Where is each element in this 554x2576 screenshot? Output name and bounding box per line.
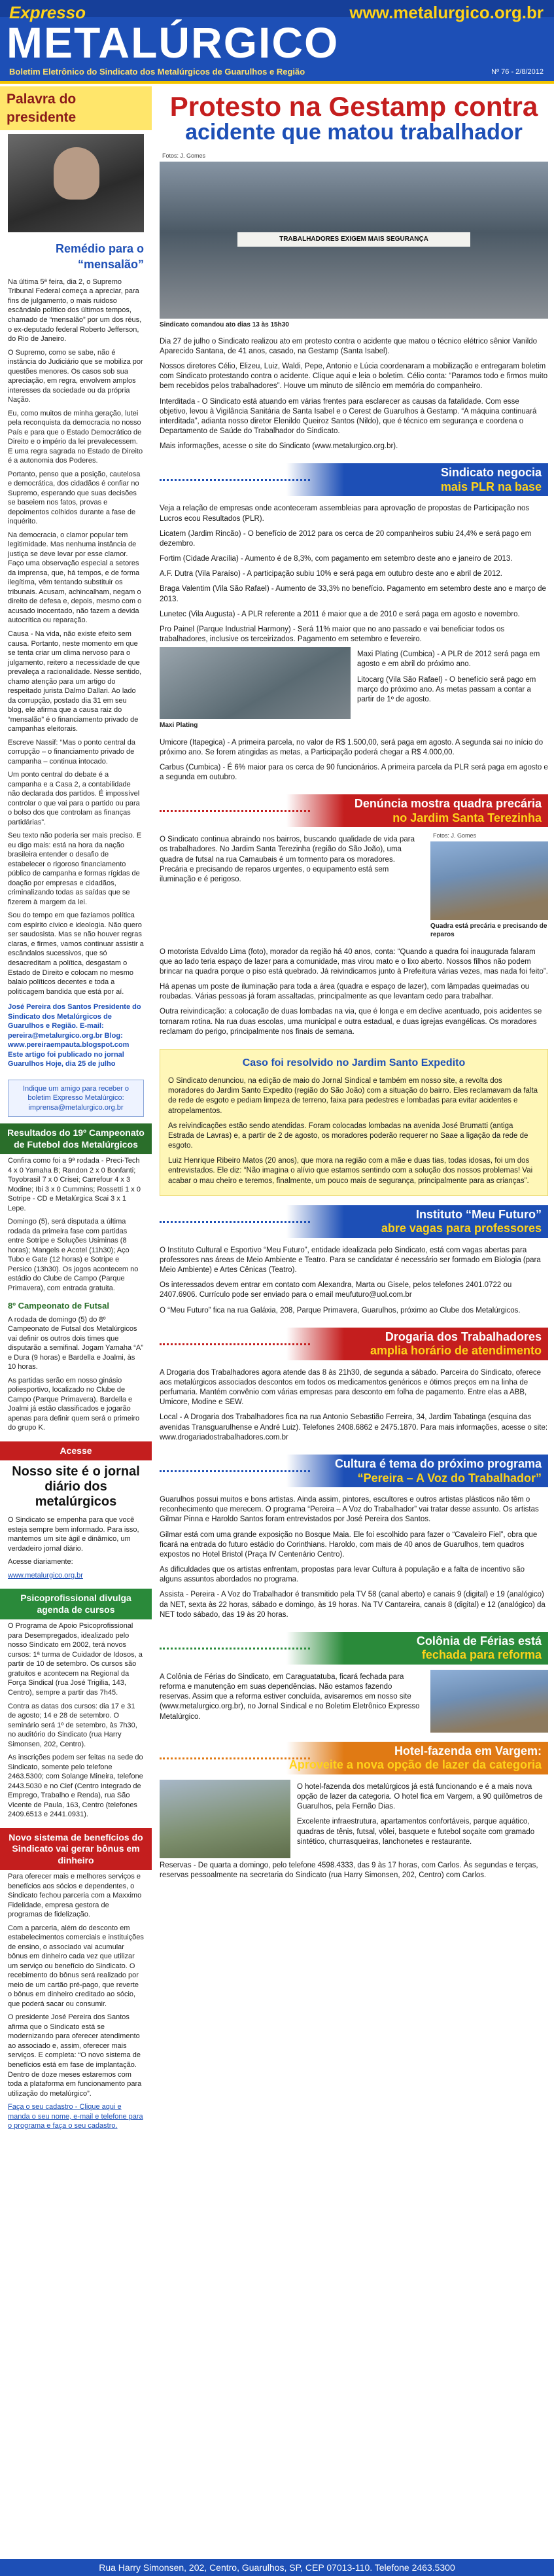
section-title-line2: Aproveite a nova opção de lazer da categoria (288, 1758, 542, 1772)
section-title-line1: Sindicato negocia (440, 466, 542, 480)
hotel-paragraph: Excelente infraestrutura, apartamentos confortáveis, parque aquático, quadras de tênis, futsal, vôlei, basquete e futebol soçaite com gramado sintético, churrasqueiras, lanchonetes e restaurante. (297, 1818, 535, 1846)
cultura-paragraph: Assista - Pereira - A Voz do Trabalhador é transmitido pela TV 58 (canal aberto) e canais 9 (digital) e 19 (analógico) da NET, sexta às 22 horas, sábado e domingo, às 19 horas. Na TV Cantareira, canais 8 (digital) e 12 (analógico) da NET todo sábado, das 19 às 20 horas. (160, 1591, 545, 1619)
plr-text-col (357, 647, 548, 735)
psico-text: As inscrições podem ser feitas na sede do Sindicato, somente pelo telefone 2463.5300; com Solange Mineira, telefone 2443.5030 e no Cief (Centro Integrado de Emprego, Trabalho e Renda), rua São Vicente de Paula, 163, Centro (telefones 2409.6513 e 2441.0931). (8, 1754, 143, 1819)
section-title (286, 1742, 548, 1774)
colonia-paragraph: A Colônia de Férias do Sindicato, em Caraguatatuba, ficará fechada para reforma e manutenção em suas dependências. Não estamos fazendo reservas. Assim que a reforma estiver concluída, avisaremos em nosso site (www.metalurgico.org.br), no Jornal Sindical e no Boletim Eletrônico Expresso Metalúrgico. (160, 1672, 420, 1721)
plr-paragraph: Licatem (Jardim Rincão) - O benefício de 2012 para os cerca de 20 companheiros subiu 24,4% e será pago em dezembro. (160, 529, 532, 548)
box-title: Caso foi resolvido no Jardim Santo Expedito (242, 1057, 466, 1068)
photo-credit: Fotos: J. Gomes (162, 152, 206, 159)
plr-section-banner (160, 463, 548, 496)
column-paragraph: Um ponto central do debate é a campanha e a Casa 2, a contabilidade não declarada dos partidos. É impossível controlar o que vai para o partido ou para o bolso dos que controlam as finanças partidárias”. (8, 771, 140, 826)
register-link[interactable]: Faça o seu cadastro - Clique aqui e manda o seu nome, e-mail e telefone para o programa e faça o seu cadastro. (8, 2103, 143, 2130)
lead-paragraph: Dia 27 de julho o Sindicato realizou ato em protesto contra o acidente que matou o técnico elétrico sênior Vanildo Aparecido Santana, de 41 anos, casado, na Gestamp (Santa Isabel). (160, 337, 538, 355)
cultura-section-banner (160, 1455, 548, 1487)
quadra-photo-col (430, 832, 548, 944)
site-url-link[interactable]: www.metalurgico.org.br (349, 3, 544, 22)
hotel-section-banner (160, 1742, 548, 1774)
santo-expedito-box (160, 1049, 548, 1196)
masthead (0, 0, 554, 84)
quadra-photo (430, 832, 548, 920)
benefits-band: Novo sistema de benefícios do Sindicato vai gerar bônus em dinheiro (0, 1828, 152, 1871)
plr-paragraph: Braga Valentim (Vila São Rafael) - Aumento de 33,3% no benefício. Pagamento em setembro deste ano e março de 2013. (160, 585, 546, 603)
column-paragraph: Na última 5ª feira, dia 2, o Supremo Tribunal Federal começa a apreciar, para fins de julgamento, o mais ruidoso escândalo político dos últimos tempos, chamado de “mensalão” por um dos réus, o ex-deputado federal Roberto Jefferson, do Rio de Janeiro. (8, 277, 142, 344)
section-title-line1: Drogaria dos Trabalhadores (385, 1330, 542, 1343)
president-photo (8, 134, 144, 232)
column-paragraph: Portanto, penso que a posição, cautelosa e democrática, dos cidadãos é confiar no Supremo, esperando que suas decisões se baseiem nos fatos, provas e depoimentos colhidos durante a fase de inquérito. (8, 470, 141, 526)
protest-banner-text: TRABALHADORES EXIGEM MAIS SEGURANÇA (237, 232, 470, 247)
hotel-photo-col (160, 1780, 290, 1858)
meu-futuro-paragraph: O “Meu Futuro” fica na rua Galáxia, 208, Parque Primavera, Guarulhos, próximo ao Clube dos Metalúrgicos. (160, 1306, 521, 1314)
plr-paragraph: Umicore (Itapegica) - A primeira parcela, no valor de R$ 1.500,00, será paga em agosto. A segunda sai no início do próximo ano. Se forem atingidas as metas, a Participação poderá chegar a R$ 4.000,00. (160, 738, 544, 756)
section-title-line1: Colônia de Férias está (416, 1634, 542, 1648)
benefits-text: Com a parceria, além do desconto em estabelecimentos comerciais e instituições de ensino, o associado vai acumular bônus em dinheiro cada vez que utilizar um serviço ou benefício do Sindicato. O recebimento do bônus será realizado por meio de um cartão pré-pago, que reverte o bônus em dinheiro creditado ao sócio, que poderá sacar ou consumir. (8, 1924, 144, 2008)
section-title (286, 1632, 548, 1665)
futsal-heading: 8º Campeonato de Futsal (8, 1301, 109, 1311)
drogaria-section-banner (160, 1328, 548, 1360)
section-title-line1: Denúncia mostra quadra precária (354, 797, 542, 811)
hotel-photo (160, 1780, 290, 1858)
colonia-text-col (160, 1670, 424, 1733)
sidebar (0, 86, 152, 2133)
hotel-text-col (297, 1780, 548, 1858)
plr-paragraph: Veja a relação de empresas onde aconteceram assembleias para aprovação de propostas de Participação nos Lucros ecou Resultados (PLR). (160, 504, 530, 523)
plr-paragraph: Lunetec (Vila Augusta) - A PLR referente a 2011 é maior que a de 2010 e será paga em agosto e novembro. (160, 610, 520, 618)
section-title-line2: mais PLR na base (440, 480, 542, 494)
hotel-two-col (160, 1780, 548, 1858)
psico-band: Psicoprofissional divulga agenda de cursos (0, 1589, 152, 1619)
box-paragraph: O Sindicato denunciou, na edição de maio do Jornal Sindical e também em nosso site, a revolta dos moradores do Jardim Santo Expedito (região do São João) com a situação do bairro. Eles reclamavam da falta de rede de esgoto e pediam limpeza de terreno, faixa para pedestres e lombadas para evitar acidentes e atropelamentos. (168, 1077, 538, 1115)
quadra-two-col (160, 832, 548, 944)
site-promo-heading: Nosso site é o jornal diário dos metalúrgicos (12, 1464, 140, 1509)
futsal-text: A rodada de domingo (5) do 8º Campeonato de Futsal dos Metalúrgicos vai definir os outros dois times que disputarão a semifinal. Jogam Yamaha “A” e Dura (9 horas) e Bardella e Joalmi, às 10 horas. (8, 1315, 143, 1371)
section-title-line2: amplia horário de atendimento (370, 1344, 542, 1358)
box-paragraph: Luiz Henrique Ribeiro Matos (20 anos), que mora na região com a mãe e duas tias, todas idosas, foi um dos entrevistados. Ele diz: “Não imagina o alívio que estamos sentindo com a solução dos nossos problemas! Vai acabar o mau cheiro e teremos, finalmente, um pouco mais de segurança, principalmente para as crianças”. (168, 1157, 533, 1185)
quadra-paragraph: Outra reivindicação: a colocação de duas lombadas na via, que é longa e em declive acentuado, pois acidentes se tornaram rotina. Na rua duas escolas, uma municipal e outra estadual, e duas igrejas evangélicas. Os moradores reclamam do perigo, principalmente nos finais de semana. (160, 1008, 542, 1036)
section-title-line2: “Pereira – A Voz do Trabalhador” (357, 1471, 542, 1485)
football-text: Domingo (5), será disputada a última rodada da primeira fase com partidas entre Sotripe e Soluções Usiminas (8 horas); Mangels e Acotel (11h30); Aço Tubo e Gate (12 horas) e Sotripe e Persico (13h30). Os jogos acontecem no estádio do Clube de Campo (Parque Primavera), com entrada gratuita. (8, 1218, 139, 1292)
edition-number: Nº 76 - 2/8/2012 (491, 68, 544, 77)
plr-paragraph: A.F. Dutra (Vila Paraíso) - A participação subiu 10% e será paga em outubro deste ano e abril de 2012. (160, 570, 502, 578)
column-signature: José Pereira dos Santos Presidente do Sindicato dos Metalúrgicos de Guarulhos e Região. E-mail: pereira@metalurgico.org.br Blog: www.pereiraempauta.blogspot.com Este artigo foi publicado no jornal Guarulhos Hoje, dia 25 de julho (8, 1003, 141, 1068)
plr-two-col (160, 647, 548, 735)
section-title (286, 1455, 548, 1487)
quadra-photo-caption: Quadra está precária e precisando de reparos (430, 923, 547, 939)
quadra-paragraph: Há apenas um poste de iluminação para toda a área (quadra e espaço de lazer), com lâmpadas queimadas ou roubadas. Várias pessoas já foram assaltadas, principalmente as que levantam cedo para trabalhar. (160, 983, 530, 1001)
masthead-subtitle: Boletim Eletrônico do Sindicato dos Metalúrgicos de Guarulhos e Região (9, 66, 305, 77)
plr-paragraph: Litocarg (Vila São Rafael) - O benefício será pago em março do próximo ano. As metas passam a contar a partir de 1º de agosto. (357, 675, 536, 703)
section-title-line2: no Jardim Santa Terezinha (392, 811, 542, 824)
column-paragraph: Na democracia, o clamor popular tem legitimidade. Mas nenhuma instância de justiça se deve levar por esse clamor. Faço uma observação especial a setores da imprensa, que, há tempos, e de forma ilegítima, vêm tentando substituir os tribunais. Acusam, achincalham, negam o direito de defesa e, depois, mesmo com o acusado inocentado, não fazem a devida autocrítica ou reparação. (8, 531, 142, 625)
footer-address: Rua Harry Simonsen, 202, Centro, Guarulhos, SP, CEP 07013-110. Telefone 2463.5300 (0, 2559, 554, 2576)
section-title-line2: fechada para reforma (421, 1648, 542, 1662)
main-content (160, 86, 548, 1883)
protest-photo (160, 152, 548, 319)
lead-subheadline: acidente que matou trabalhador (185, 119, 523, 145)
section-title-line1: Hotel-fazenda em Vargem: (394, 1744, 542, 1757)
brand-title: METALÚRGICO (7, 18, 339, 67)
maxi-plating-photo (160, 647, 351, 719)
column-paragraph: Seu texto não poderia ser mais preciso. E eu digo mais: está na hora da nação brasileira entender o desafio de estabelecer o rigoroso financiamento público de campanha e formas rígidas de doação por empresas e cidadãos, criminalizando todas as saídas que se fizerem à margem da lei. (8, 832, 142, 906)
quadra-text-col (160, 832, 424, 944)
box-paragraph: As reivindicações estão sendo atendidas. Foram colocadas lombadas na avenida José Brumatti (antiga Estrada de Lavras) e, a partir de 2 de agosto, os moradores poderão requerer no Saae a ligação da rede de esgoto. (168, 1121, 528, 1150)
cultura-paragraph: Guarulhos possui muitos e bons artistas. Ainda assim, pintores, escultores e outros artistas plásticos não têm o reconhecimento que merecem. O programa “Pereira – A Voz do Trabalhador” vai tratar desse assunto. Os artistas Gilmar Pinna e Haroldo Santos foram entrevistados por José Pereira dos Santos. (160, 1496, 539, 1524)
futsal-text: As partidas serão em nosso ginásio poliesportivo, localizado no Clube de Campo (Parque Primavera). Bardella e Joalmi já estão classificados e jogarão apenas para definir quem será o primeiro do grupo K. (8, 1376, 140, 1432)
maxi-plating-caption: Maxi Plating (160, 722, 198, 730)
column-heading: Remédio para o “mensalão” (55, 242, 144, 272)
plr-paragraph: Pro Painel (Parque Industrial Harmony) - Será 11% maior que no ano passado e vai beneficiar todos os trabalhadores, inclusive os terceirizados. Pagamento em setembro e fevereiro. (160, 625, 505, 644)
hotel-paragraph: Reservas - De quarta a domingo, pelo telefone 4598.4333, das 9 às 17 horas, com Carlos. Às segundas e terças, reservas pessoalmente na secretaria do Sindicato (rua Harry Simonsen, 202, Centro) com Carlos. (160, 1861, 538, 1880)
plr-paragraph: Maxi Plating (Cumbica) - A PLR de 2012 será paga em agosto e em abril do próximo ano. (357, 650, 540, 669)
quadra-paragraph: O Sindicato continua abraindo nos bairros, buscando qualidade de vida para os trabalhadores. No Jardim Santa Terezinha (região do São João), uma quadra de futsal na rua Camaubais é um tormento para os moradores. Precária e precisando de reparos urgentes, o equipamento está sem iluminação e é perigoso. (160, 836, 415, 883)
cultura-paragraph: Gilmar está com uma grande exposição no Bosque Maia. Ele foi escolhido para fazer o “Cavaleiro Fiel”, obra que ficará na entrada do futuro estádio do Corinthians. Haroldo, com mais de 40 anos de Guarulhos, tem quadros expostos no Hotel Bristol (Praça IV Centenário Centro). (160, 1530, 538, 1559)
lead-headline: Protesto na Gestamp contra (169, 91, 538, 122)
hotel-paragraph: O hotel-fazenda dos metalúrgicos já está funcionando e é a mais nova opção de lazer da categoria. O hotel fica em Vargem, a 90 quilômetros de Guarulhos, pela Fernão Dias. (297, 1782, 543, 1811)
quadra-section-banner (160, 794, 548, 827)
section-title (286, 463, 548, 496)
lead-paragraph: Interditada - O Sindicato está atuando em várias frentes para esclarecer as causas da fatalidade. Com esse objetivo, levou à Vigilância Sanitária de Santa Isabel e o Cerest de Guarulhos à Gestamp. “A máquina continuará interditada”, adianta nosso diretor Elenildo Queiroz Santos (Nildo), que é técnico em segurança e coordena o Departamento de Saúde do Trabalhador do Sindicato. (160, 397, 537, 436)
colonia-photo (430, 1670, 548, 1733)
football-text: Confira como foi a 9ª rodada - Preci-Tech 4 x 0 Yamaha B; Randon 2 x 0 Bonfanti; Toyobrasil 7 x 0 Crisei; Carrefour 4 x 3 Modine; Ibi 3 x 0 Cummins; Rossetti 1 x 0 Sotripe - CD e Metalúrgica Scai 3 x 1 Lepe. (8, 1157, 141, 1212)
benefits-text: Para oferecer mais e melhores serviços e benefícios aos sócios e dependentes, o Sindicato fechou parceria com a Maxximo Fidelidade, empresa gestora de programas de fidelização. (8, 1873, 142, 1919)
column-paragraph: Sou do tempo em que fazíamos política com espírito cívico e ideologia. Não quero ser saudosista. Mas se não houver regras claras, e firmes, vamos continuar assistir a escândalos sucessivos, que só desacreditam a política, desgastam o Estado de Direito e colocam no mesmo balaio políticos decentes e toda a politicagem bandida que está por aí. (8, 911, 144, 996)
plr-photo-col (160, 647, 351, 735)
lead-paragraph: Nossos diretores Célio, Elizeu, Luiz, Waldi, Pepe, Antonio e Lúcia coordenaram a mobilização e entregaram boletim com Sindicato protestando contra o acidente. Clique aqui e leia o boletim. Célio conta: “Paramos todo e firmos muito bem recebidos pelos trabalhadores”. Houve um minuto de silêncio em memória do companheiro. (160, 362, 548, 391)
lead-paragraph: Mais informações, acesse o site do Sindicato (www.metalurgico.org.br). (160, 442, 398, 451)
section-title-line2: abre vagas para professores (381, 1222, 542, 1235)
column-paragraph: Escreve Nassif: “Mas o ponto central da corrupção – o financiamento privado de campanha – continua intocado. (8, 738, 136, 766)
quadra-paragraph: O motorista Edvaldo Lima (foto), morador da região há 40 anos, conta: “Quando a quadra foi inaugurada falaram que ao lado teria espaço de lazer para a comunidade, mas virou mato e o lixo aberto. Nossos filhos não podem brincar na quadra porque o piso está quebrado. Já reivindicamos junto à Prefeitura várias vezes, mas nada foi feito”. (160, 947, 548, 976)
protest-photo-caption: Sindicato comandou ato dias 13 às 15h30 (160, 321, 289, 328)
section-title-line1: Cultura é tema do próximo programa (334, 1457, 542, 1470)
psico-text: Contra as datas dos cursos: dia 17 e 31 de agosto; 14 e 28 de setembro. O seminário será 1º de setembro, às 7h30, no auditório do Sindicato (rua Harry Simonsen, 202, Centro). (8, 1702, 137, 1748)
plr-paragraph: Fortim (Cidade Aracília) - Aumento é de 8,3%, com pagamento em setembro deste ano e janeiro de 2013. (160, 555, 513, 563)
meu-futuro-section-banner (160, 1205, 548, 1238)
column-paragraph: Eu, como muitos de minha geração, lutei pela reconquista da democracia no nosso País e para que o Estado Democrático de Direito e o império da lei prevalecessem. E uma regra sagrada no Estado de Direito é a autonomia dos Poderes. (8, 409, 143, 465)
football-results-band: Resultados do 19º Campeonato de Futebol dos Metalúrgicos (0, 1123, 152, 1154)
cultura-paragraph: As dificuldades que os artistas enfrentam, propostas para levar Cultura à população e a falta de incentivo são alguns assuntos abordados no programa. (160, 1566, 525, 1584)
indicate-friend-notice[interactable]: Indique um amigo para receber o boletim Expresso Metalúrgico: imprensa@metalurgico.org.br (8, 1080, 144, 1118)
site-link[interactable]: www.metalurgico.org.br (8, 1571, 83, 1579)
benefits-text: O presidente José Pereira dos Santos afirma que o Sindicato está se modernizando para oferecer atendimento ao associado e, assim, oferecer mais serviços. E completa: “O novo sistema de benefícios está em fase de implantação. Dentro de doze meses estaremos com toda a plataforma em funcionamento para utilização do metalúrgico”. (8, 2013, 142, 2098)
drogaria-paragraph: Local - A Drogaria dos Trabalhadores fica na rua Antonio Sebastião Ferreira, 34, Jardim Tabatinga (esquina das avenidas Transguarulhense e André Luiz). Telefones 2408.6862 e 2475.1870. Para mais informações, acesse o site: www.drogariadostrabalhadores.com.br (160, 1413, 548, 1441)
colonia-two-col (160, 1670, 548, 1733)
colonia-section-banner (160, 1632, 548, 1665)
column-paragraph: Causa - Na vida, não existe efeito sem causa. Portanto, neste momento em que se tenta criar um clima nervoso para o julgamento, reitero a necessidade de que prevaleça a racionalidade. Nesse sentido, chamo atenção para um artigo do respeitado jurista Dalmo Dallari. Ao lado da corrupção, postado dia 31 em seu blog, ele afirma que a causa raiz do “mensalão” é o financiamento privado de campanhas eleitorais. (8, 629, 142, 733)
psico-text: O Programa de Apoio Psicoprofissional para Desempregados, idealizado pelo nosso Sindicato em 2002, terá novos cursos: 1ª turma de Cuidador de Idosos, a partir de 10 de setembro. Os cursos são gratuitos e acontecem na Regional da Força Sindical (rua José Trigilia, 143, Centro), sempre a partir das 7h45. (8, 1622, 143, 1697)
site-promo-text: O Sindicato se empenha para que você esteja sempre bem informado. Para isso, mantemos um site ágil e dinâmico, um verdadeiro jornal diário. (8, 1516, 139, 1553)
section-title (286, 1328, 548, 1360)
photo-credit: Fotos: J. Gomes (433, 832, 477, 839)
plr-paragraph: Carbus (Cumbica) - É 6% maior para os cerca de 90 funcionários. A primeira parcela da PLR será paga em agosto e a segunda em outubro. (160, 763, 548, 782)
sidebar-title: Palavra do presidente (0, 86, 152, 130)
meu-futuro-paragraph: O Instituto Cultural e Esportivo “Meu Futuro”, entidade idealizada pelo Sindicato, está com vagas abertas para professores nas áreas de Meio Ambiente e Teatro. Para se candidatar é necessário ser formado em Biologia (para Meio Ambiente) e Artes Cênicas (Teatro). (160, 1246, 541, 1275)
section-title (286, 1205, 548, 1238)
section-title-line1: Instituto “Meu Futuro” (416, 1207, 542, 1221)
access-band: Acesse (0, 1441, 152, 1461)
site-promo-text: Acesse diariamente: (8, 1558, 73, 1566)
brand-small: Expresso (9, 3, 86, 22)
section-title (286, 794, 548, 827)
meu-futuro-paragraph: Os interessados devem entrar em contato com Alexandra, Marta ou Gisele, pelos telefones 2401.0722 ou 2407.6906. Currículo pode ser enviado para o email meufuturo@uol.com.br (160, 1281, 512, 1299)
column-paragraph: O Supremo, como se sabe, não é instância do Judiciário que se mobiliza por questões menores. Os casos sob sua apreciação, em regra, envolvem amplos interesses da sociedade ou da própria Nação. (8, 348, 143, 404)
drogaria-paragraph: A Drogaria dos Trabalhadores agora atende das 8 às 21h30, de segunda a sábado. Parceira do Sindicato, oferece aos metalúrgicos associados descontos em todos os medicamentos genéricos e ótimos preços em na linha de perfumaria. Mantém convênio com várias empresas para desconto em folha de pagamento. Entre elas a ABB, Umicore, Modine e SEW. (160, 1368, 542, 1407)
colonia-photo-col (430, 1670, 548, 1733)
